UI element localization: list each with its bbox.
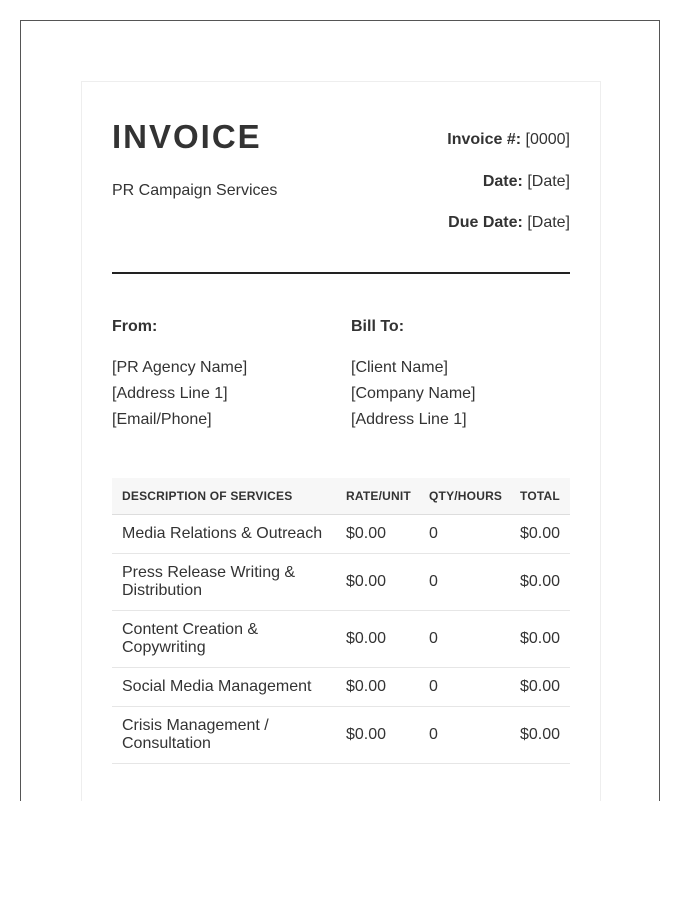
invoice-due-date — [448, 214, 570, 232]
column-header-description: DESCRIPTION OF SERVICES — [122, 489, 293, 503]
table-row — [112, 611, 570, 668]
row-rate: $0.00 — [346, 678, 387, 695]
table-row — [112, 707, 570, 764]
row-total: $0.00 — [520, 525, 561, 542]
invoice-date-value: [Date] — [527, 173, 570, 190]
invoice-date-label: Date: — [482, 173, 523, 190]
bill-to-line: [Client Name] — [351, 359, 448, 376]
row-qty: 0 — [429, 726, 438, 743]
column-header-total: TOTAL — [520, 489, 560, 503]
table-row — [112, 515, 570, 554]
invoice-subtitle: PR Campaign Services — [112, 182, 278, 199]
row-description: Press Release Writing & Distribution — [122, 564, 296, 599]
from-line: [PR Agency Name] — [112, 359, 248, 376]
invoice-date — [483, 173, 570, 191]
row-total: $0.00 — [520, 726, 561, 743]
row-rate: $0.00 — [346, 573, 387, 590]
from-line: [Address Line 1] — [112, 385, 228, 402]
from-label: From: — [112, 318, 158, 335]
row-description: Media Relations & Outreach — [122, 525, 323, 542]
row-qty: 0 — [429, 525, 438, 542]
table-header — [112, 478, 570, 515]
row-total: $0.00 — [520, 630, 561, 647]
row-total: $0.00 — [520, 573, 561, 590]
invoice-title: INVOICE — [112, 118, 262, 155]
services-table — [112, 478, 570, 764]
row-qty: 0 — [429, 573, 438, 590]
invoice-due-date-label: Due Date: — [448, 214, 523, 231]
invoice-due-date-value: [Date] — [527, 214, 570, 231]
row-description: Content Creation & Copywriting — [122, 621, 259, 656]
row-total: $0.00 — [520, 678, 561, 695]
column-header-rate: RATE/UNIT — [346, 489, 411, 503]
bill-to-line: [Address Line 1] — [351, 411, 467, 428]
row-description: Crisis Management / Consultation — [122, 717, 269, 752]
from-line: [Email/Phone] — [112, 411, 212, 428]
table-row — [112, 554, 570, 611]
header-divider — [112, 272, 570, 274]
row-description: Social Media Management — [122, 678, 312, 695]
row-rate: $0.00 — [346, 726, 387, 743]
invoice-number — [447, 131, 570, 149]
invoice-number-value: [0000] — [525, 131, 570, 148]
row-rate: $0.00 — [346, 525, 387, 542]
invoice-number-label: Invoice #: — [447, 131, 522, 148]
row-qty: 0 — [429, 678, 438, 695]
table-row — [112, 668, 570, 707]
row-rate: $0.00 — [346, 630, 387, 647]
bill-to-line: [Company Name] — [351, 385, 476, 402]
column-header-qty: QTY/HOURS — [429, 489, 503, 503]
row-qty: 0 — [429, 630, 438, 647]
bill-to-label: Bill To: — [351, 318, 405, 335]
